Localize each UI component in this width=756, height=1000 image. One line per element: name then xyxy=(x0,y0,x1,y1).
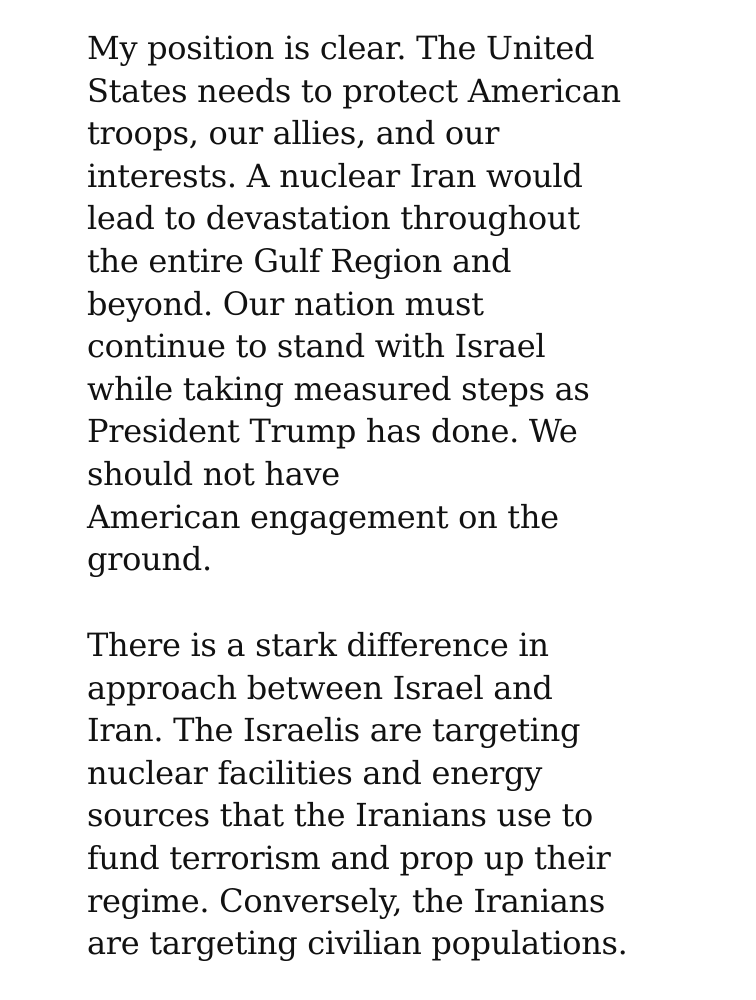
text-line: ground. xyxy=(87,540,212,579)
text-line: should not have xyxy=(87,454,340,493)
text-line: nuclear facilities and energy xyxy=(87,753,543,792)
text-line: There is a stark difference in xyxy=(87,626,549,664)
paragraph-position xyxy=(87,27,747,581)
text-line: Iran. The Israelis are targeting xyxy=(87,711,581,750)
text-line: States needs to protect American xyxy=(87,71,621,110)
text-line: lead to devastation throughout xyxy=(87,199,580,238)
text-line: while taking measured steps as xyxy=(87,369,590,408)
text-line: are targeting civilian populations. xyxy=(87,924,628,963)
text-line: President Trump has done. We xyxy=(87,412,578,451)
text-line: the entire Gulf Region and xyxy=(87,241,512,280)
text-line: approach between Israel and xyxy=(87,668,553,707)
text-line: interests. A nuclear Iran would xyxy=(87,156,583,195)
text-line: regime. Conversely, the Iranians xyxy=(87,881,605,920)
text-line: sources that the Iranians use to xyxy=(87,796,594,835)
text-line: fund terrorism and prop up their xyxy=(87,838,611,877)
text-line: My position is clear. The United xyxy=(87,29,595,67)
text-line: continue to stand with Israel xyxy=(87,327,546,366)
text-line: American engagement on the xyxy=(87,497,559,536)
paragraph-difference xyxy=(87,624,747,965)
text-line: troops, our allies, and our xyxy=(87,114,500,153)
text-line: beyond. Our nation must xyxy=(87,284,484,323)
